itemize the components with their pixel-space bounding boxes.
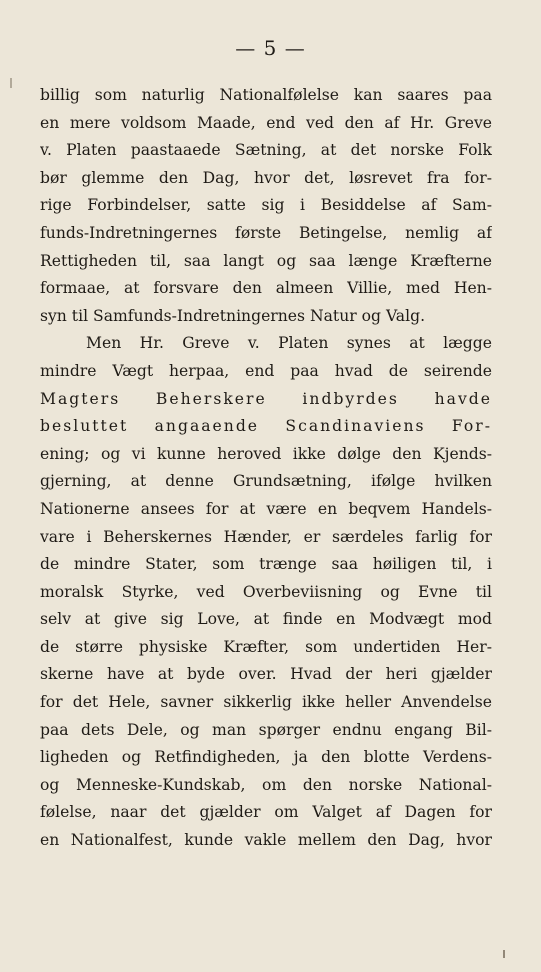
body-text <box>40 82 492 855</box>
text-line: billig som naturlig Nationalfølelse kan saares paa <box>40 86 492 104</box>
text-line: mindre Vægt herpaa, end paa hvad de seirende <box>40 361 492 380</box>
text-line: v. Platen paastaaede Sætning, at det norske Folk <box>40 141 492 160</box>
page-number: — 5 — <box>235 36 306 60</box>
text-line: formaae, at forsvare den almeen Villie, med Hen- <box>40 279 492 298</box>
text-line: og Menneske-Kundskab, om den norske National- <box>40 775 492 794</box>
text-line: Men Hr. Greve v. Platen synes at lægge <box>86 334 492 353</box>
text-line: bør glemme den Dag, hvor det, løsrevet fra for- <box>40 168 492 187</box>
text-line: de større physiske Kræfter, som undertiden Her- <box>40 637 492 656</box>
text-line: funds-Indretningernes første Betingelse, nemlig af <box>40 223 492 242</box>
text-line: besluttet angaaende Scandinaviens For- <box>40 417 492 436</box>
text-line: rige Forbindelser, satte sig i Besiddelse af Sam- <box>40 196 492 215</box>
text-line: en mere voldsom Maade, end ved den af Hr. Greve <box>40 113 492 132</box>
text-line: en Nationalfest, kunde vakle mellem den Dag, hvor <box>40 831 492 850</box>
text-line: ening; og vi kunne heroved ikke dølge den Kjends- <box>40 444 492 463</box>
text-line: syn til Samfunds-Indretningernes Natur og Valg. <box>40 306 426 325</box>
text-line: selv at give sig Love, at finde en Modvægt mod <box>40 610 492 629</box>
margin-speck <box>503 950 505 958</box>
text-line: Magters Beherskere indbyrdes havde <box>40 389 492 408</box>
text-line: ligheden og Retfindigheden, ja den blotte Verdens- <box>40 748 492 767</box>
text-line: paa dets Dele, og man spørger endnu engang Bil- <box>40 720 492 739</box>
text-line: gjerning, at denne Grundsætning, ifølge hvilken <box>40 472 492 491</box>
text-line: moralsk Styrke, ved Overbeviisning og Evne til <box>40 582 492 601</box>
text-line: Nationerne ansees for at være en beqvem Handels- <box>40 499 492 518</box>
text-line: vare i Beherskernes Hænder, er særdeles farlig for <box>40 527 492 546</box>
text-line: Rettigheden til, saa langt og saa længe Kræfterne <box>40 251 492 270</box>
text-line: de mindre Stater, som trænge saa høiligen til, i <box>40 555 492 574</box>
margin-speck <box>10 78 12 88</box>
text-line: for det Hele, savner sikkerlig ikke heller Anvendelse <box>40 693 492 712</box>
text-line: skerne have at byde over. Hvad der heri gjælder <box>40 665 492 684</box>
text-line: følelse, naar det gjælder om Valget af Dagen for <box>40 803 492 822</box>
